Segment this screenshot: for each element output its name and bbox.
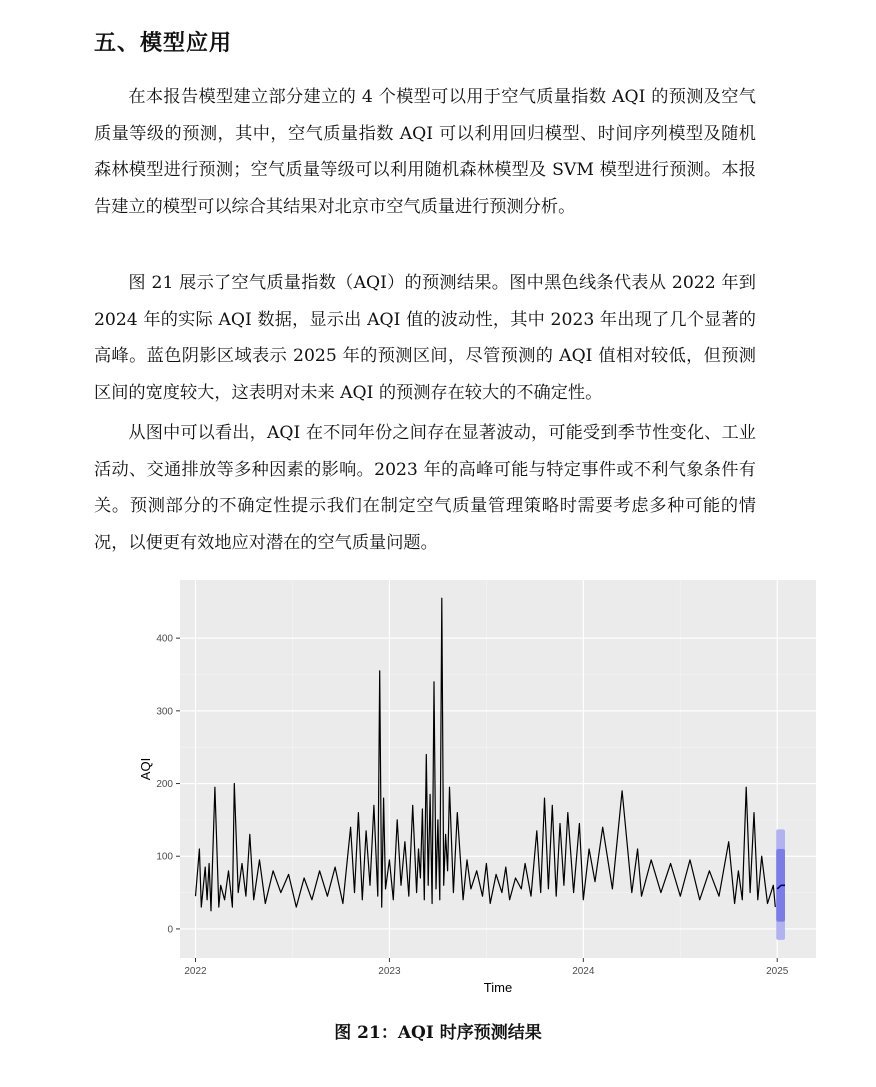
paragraph-models: 在本报告模型建立部分建立的 4 个模型可以用于空气质量指数 AQI 的预测及空气质量等级的预测，其中，空气质量指数 AQI 可以利用回归模型、时间序列模型及随机森林模型进行预测；空气质量等级可以利用随机森林模型及 SVM 模型进行预测。本报告建立的模型可以综合其结果对北京市空气质量进行预测分析。 xyxy=(94,87,756,217)
figure-caption: 图 21：AQI 时序预测结果 xyxy=(334,1023,542,1043)
section-title: 五、模型应用 xyxy=(94,31,233,56)
y-axis-label: AQI xyxy=(138,757,153,781)
y-tick-label: 100 xyxy=(156,851,173,863)
paragraph-figure-description: 图 21 展示了空气质量指数（AQI）的预测结果。图中黑色线条代表从 2022 年到 2024 年的实际 AQI 数据，显示出 AQI 值的波动性，其中 2023 年出现了几个显著的高峰。蓝色阴影区域表示 2025 年的预测区间，尽管预测的 AQI 值相对较低，但预测区间的宽度较大，这表明对未来 AQI 的预测存在较大的不确定性。 xyxy=(94,273,756,403)
x-tick-label: 2022 xyxy=(184,966,207,977)
y-tick-label: 0 xyxy=(167,924,173,936)
y-tick-label: 300 xyxy=(156,706,173,718)
aqi-line-chart xyxy=(130,576,820,996)
y-tick-label: 400 xyxy=(156,633,173,645)
paragraph-analysis: 从图中可以看出，AQI 在不同年份之间存在显著波动，可能受到季节性变化、工业活动、交通排放等多种因素的影响。2023 年的高峰可能与特定事件或不利气象条件有关。预测部分的不确定性提示我们在制定空气质量管理策略时需要考虑多种可能的情况，以便更有效地应对潜在的空气质量问题。 xyxy=(94,423,756,553)
x-axis-label: Time xyxy=(483,980,513,995)
x-tick-label: 2025 xyxy=(766,966,789,977)
x-tick-label: 2024 xyxy=(572,966,595,977)
plot-panel xyxy=(180,580,816,958)
aqi-forecast-figure xyxy=(130,576,820,996)
y-tick-label: 200 xyxy=(156,779,173,791)
x-tick-label: 2023 xyxy=(378,966,401,977)
